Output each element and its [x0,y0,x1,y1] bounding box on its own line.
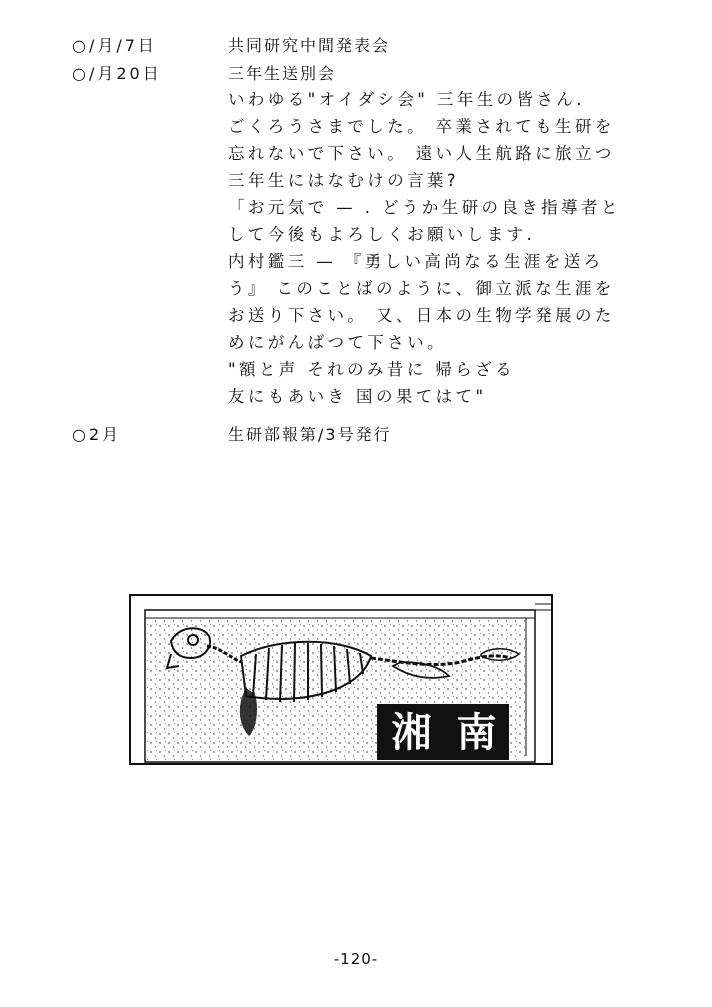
page-number: -120- [333,950,379,968]
seal-character-left: 湘 [391,710,432,756]
entry-date-1: ○/月/7日 [72,36,157,55]
message-line: 内村鑑三 — 『勇しい高尚なる生涯を送ろ [228,252,604,271]
entry-date-3: ○2月 [72,425,122,444]
message-line: 「お元気で — . どうか生研の良き指導者と [228,198,621,217]
message-line: う』 このことばのように、御立派な生涯を [228,279,615,298]
entry-title-3: 生研部報第/3号発行 [228,425,392,444]
fossil-skeleton-illustration [129,594,553,765]
message-line: お送り下さい。 又、日本の生物学発展のた [228,306,615,325]
seal-characters [379,706,509,760]
message-line: 三年生にはなむけの言葉? [228,171,460,190]
seal-character-right: 南 [456,710,497,756]
message-line: ごくろうさまでした。 卒業されても生研を [228,117,615,136]
message-line: めにがんばつて下さい。 [228,333,447,352]
entry-date-2: ○/月20日 [72,64,162,83]
message-line: いわゆる"オイダシ会" 三年生の皆さん. [228,90,585,109]
message-line: 友にもあいき 国の果てはて" [228,387,487,406]
entry-title-1: 共同研究中間発表会 [228,36,391,55]
message-line: "額と声 それのみ昔に 帰らざる [228,360,515,379]
entry-title-2: 三年生送別会 [228,64,337,83]
message-line: 忘れないで下さい。 遠い人生航路に旅立つ [228,144,615,163]
message-line: して今後もよろしくお願いします. [228,225,536,244]
